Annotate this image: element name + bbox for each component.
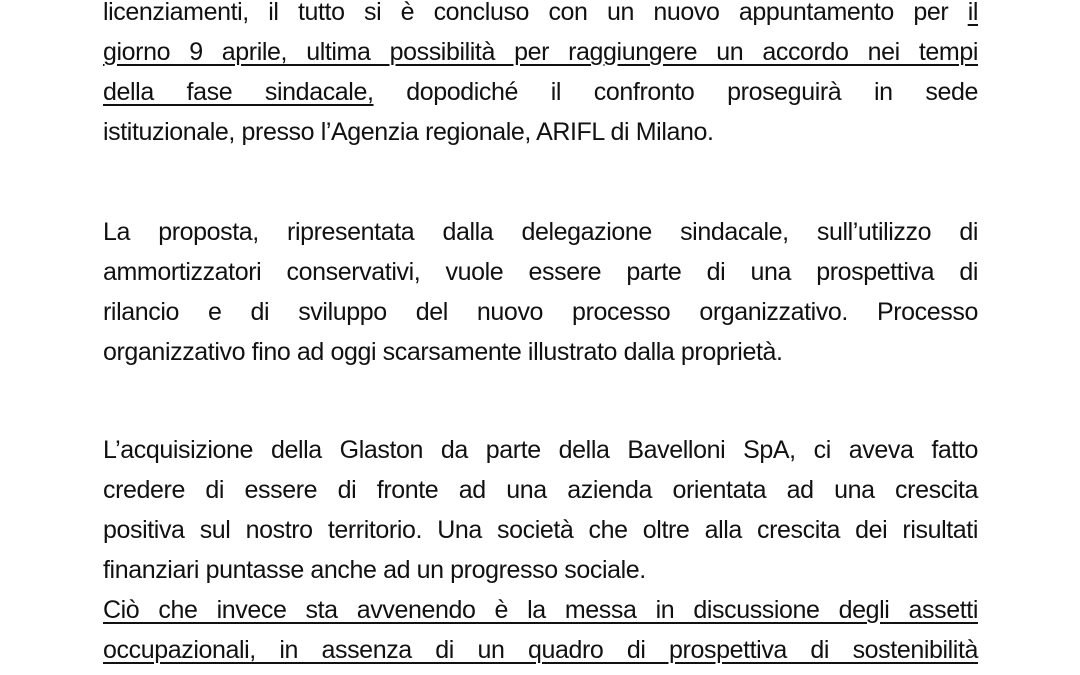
text-line	[103, 510, 978, 550]
text-segment: rilancio e di sviluppo del nuovo processo organizzativo. Processo	[103, 298, 978, 326]
paragraph-3	[103, 430, 978, 670]
text-line	[103, 590, 978, 630]
text-segment: dopodiché il confronto proseguirà in sede	[373, 78, 979, 106]
text-segment: organizzativo fino ad oggi scarsamente illustrato dalla proprietà.	[103, 338, 783, 366]
text-segment: La proposta, ripresentata dalla delegazione sindacale, sull’utilizzo di	[103, 218, 978, 246]
text-line	[103, 630, 978, 670]
text-segment: licenziamenti, il tutto si è concluso con un nuovo appuntamento per	[103, 0, 968, 26]
underlined-text: Ciò che invece sta avvenendo è la messa in discussione degli assetti	[103, 596, 978, 624]
paragraph-1	[103, 0, 978, 152]
text-line	[103, 470, 978, 510]
text-segment: finanziari puntasse anche ad un progresso sociale.	[103, 556, 646, 584]
text-line	[103, 252, 978, 292]
text-line	[103, 112, 978, 152]
text-segment: istituzionale, presso l’Agenzia regionale, ARIFL di Milano.	[103, 118, 714, 146]
text-segment: ammortizzatori conservativi, vuole essere parte di una prospettiva di	[103, 258, 978, 286]
text-line	[103, 550, 978, 590]
text-line	[103, 332, 978, 372]
text-line	[103, 430, 978, 470]
text-line	[103, 32, 978, 72]
text-line	[103, 292, 978, 332]
text-segment: L’acquisizione della Glaston da parte della Bavelloni SpA, ci aveva fatto	[103, 436, 978, 464]
text-line	[103, 72, 978, 112]
underlined-text: giorno 9 aprile, ultima possibilità per raggiungere un accordo nei tempi	[103, 38, 978, 66]
text-line	[103, 212, 978, 252]
underlined-text: occupazionali, in assenza di un quadro di prospettiva di sostenibilità	[103, 636, 978, 664]
underlined-text: il	[967, 0, 978, 26]
text-segment: credere di essere di fronte ad una azienda orientata ad una crescita	[103, 476, 978, 504]
text-line	[103, 0, 978, 32]
text-segment: positiva sul nostro territorio. Una società che oltre alla crescita dei risultati	[103, 516, 978, 544]
paragraph-2	[103, 212, 978, 372]
underlined-text: della fase sindacale,	[103, 78, 374, 106]
